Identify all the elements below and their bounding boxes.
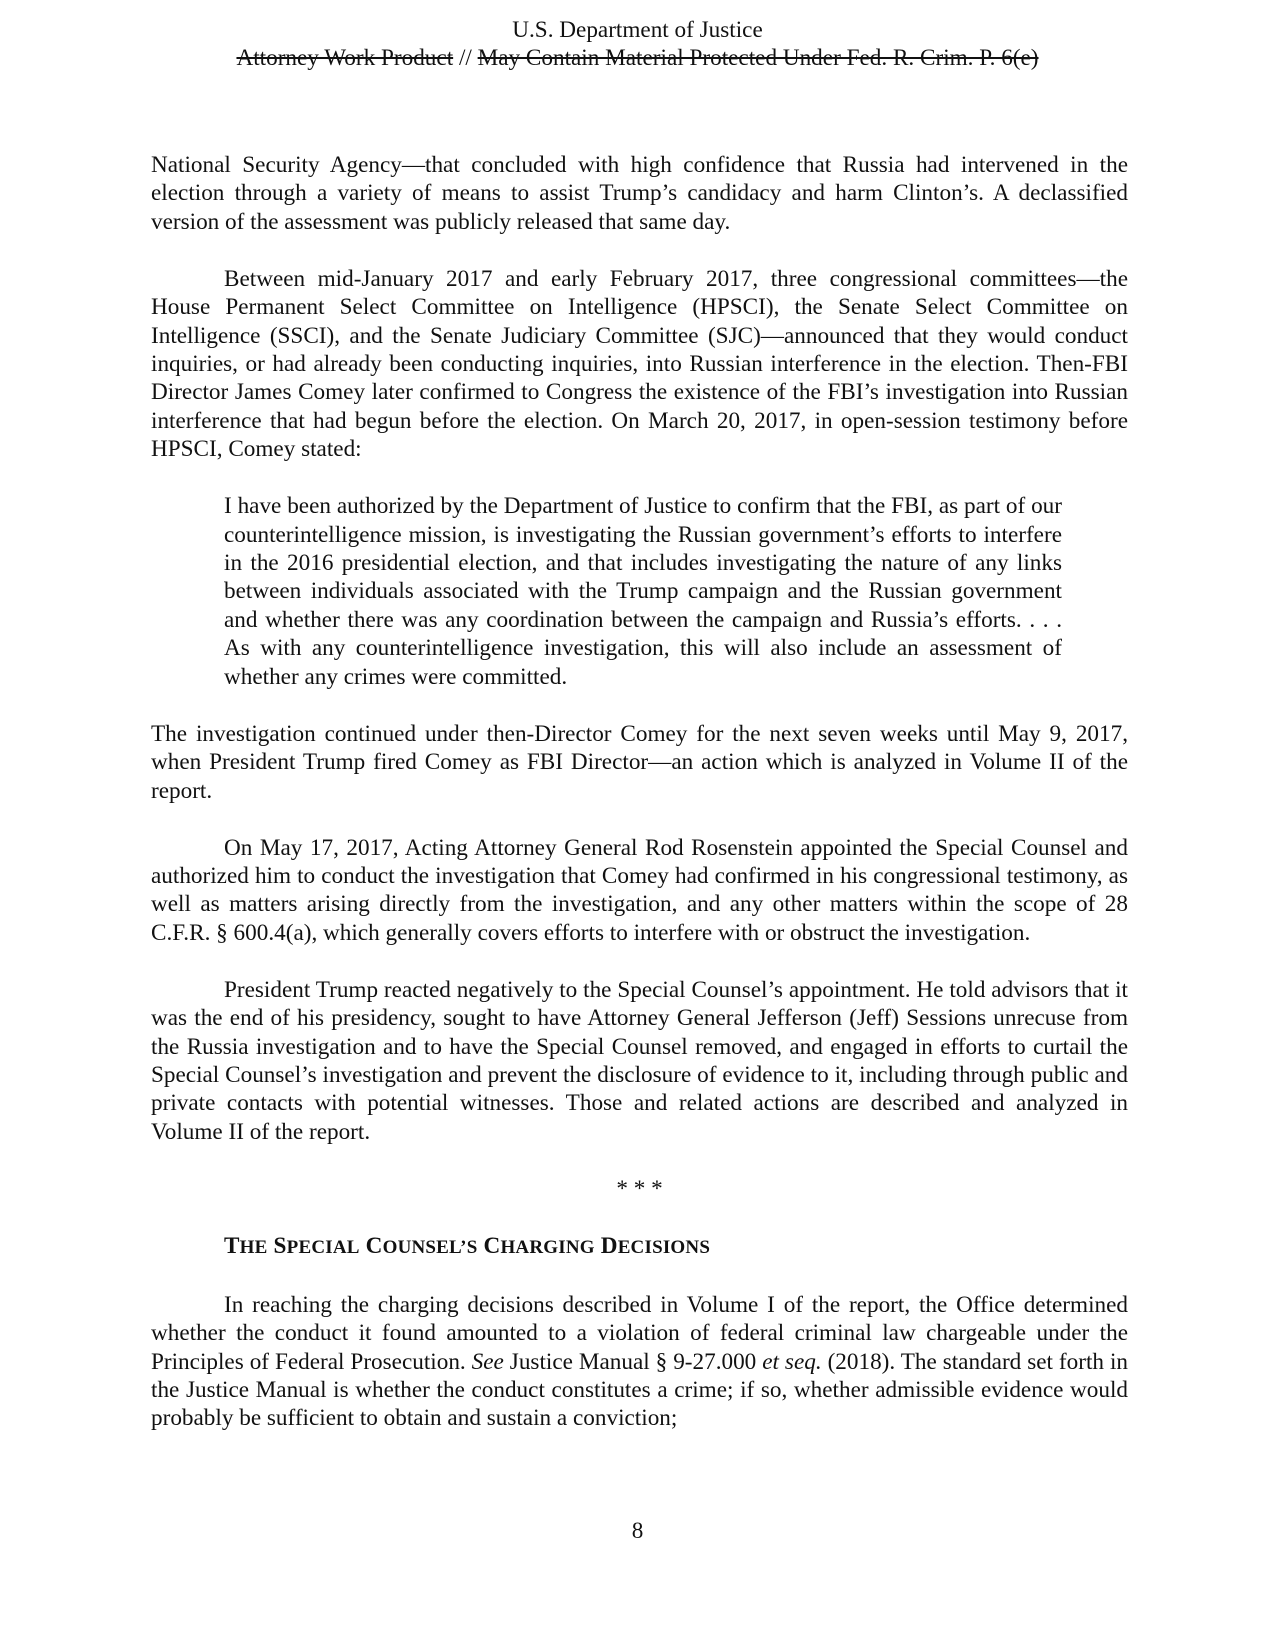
paragraph-4: On May 17, 2017, Acting Attorney General Rod Rosenstein appointed the Special Counsel and authorized him to conduct the investigation that Comey had confirmed in his congressional testimony, as well as matters arising directly from the investigation, and any other matters within the scope of 28 C.F.R. § 600.4(a), which generally covers efforts to interfere with or obstruct the investigation. bbox=[151, 834, 1128, 946]
paragraph-2: Between mid-January 2017 and early February 2017, three congressional committees—the House Permanent Select Committee on Intelligence (HPSCI), the Senate Select Committee on Intelligence (SSCI), and the Senate Judiciary Committee (SJC)—announced that they would conduct inquiries, or had already been conducting inquiries, into Russian interference in the election. Then-FBI Director James Comey later confirmed to Congress the existence of the FBI’s investigation into Russian interference that had begun before the election. On March 20, 2017, in open-session testimony before HPSCI, Comey stated: bbox=[151, 265, 1128, 463]
paragraph-6: In reaching the charging decisions described in Volume I of the report, the Office determined whether the conduct it found amounted to a violation of federal criminal law chargeable under the Principles of Federal Prosecution. See Justice Manual § 9-27.000 et seq. (2018). The standard set forth in the Justice Manual is whether the conduct constitutes a crime; if so, whether admissible evidence would probably be sufficient to obtain and sustain a conviction; bbox=[151, 1291, 1128, 1432]
paragraph-1: National Security Agency—that concluded with high confidence that Russia had intervened in the election through a variety of means to assist Trump’s candidacy and harm Clinton’s. A declassified version of the assessment was publicly released that same day. bbox=[151, 152, 1128, 235]
page-header bbox=[0, 16, 1275, 73]
block-quote: I have been authorized by the Department of Justice to confirm that the FBI, as part of our counterintelligence mission, is investigating the Russian government’s efforts to interfere in the 2016 presidential election, and that includes investigating the nature of any links between individuals associated with the Trump campaign and the Russian government and whether there was any coordination between the campaign and Russia’s efforts. . . . As with any counterintelligence investigation, this will also include an assessment of whether any crimes were committed. bbox=[224, 493, 1062, 690]
work-product-marking: Attorney Work Product bbox=[236, 45, 454, 72]
header-agency: U.S. Department of Justice bbox=[512, 17, 763, 43]
marking-separator: // bbox=[453, 45, 478, 72]
page-number: 8 bbox=[631, 1518, 644, 1544]
paragraph-3: The investigation continued under then-Director Comey for the next seven weeks until May 9, 2017, when President Trump fired Comey as FBI Director—an action which is analyzed in Volume II of the report. bbox=[151, 720, 1128, 804]
section-heading: THE SPECIAL COUNSEL’S CHARGING DECISIONS bbox=[224, 1232, 711, 1259]
et-seq: et seq. bbox=[762, 1348, 822, 1375]
header-marking bbox=[0, 44, 1275, 72]
grand-jury-marking: May Contain Material Protected Under Fed. R. Crim. P. 6(e) bbox=[477, 45, 1039, 72]
see-signal: See bbox=[471, 1348, 504, 1375]
paragraph-5: President Trump reacted negatively to the Special Counsel’s appointment. He told advisors that it was the end of his presidency, sought to have Attorney General Jefferson (Jeff) Sessions unrecuse from the Russia investigation and to have the Special Counsel removed, and engaged in efforts to curtail the Special Counsel’s investigation and prevent the disclosure of evidence to it, including through public and private contacts with potential witnesses. Those and related actions are described and analyzed in Volume II of the report. bbox=[151, 976, 1128, 1145]
body-text bbox=[151, 151, 1128, 1433]
section-separator: * * * bbox=[616, 1175, 663, 1202]
